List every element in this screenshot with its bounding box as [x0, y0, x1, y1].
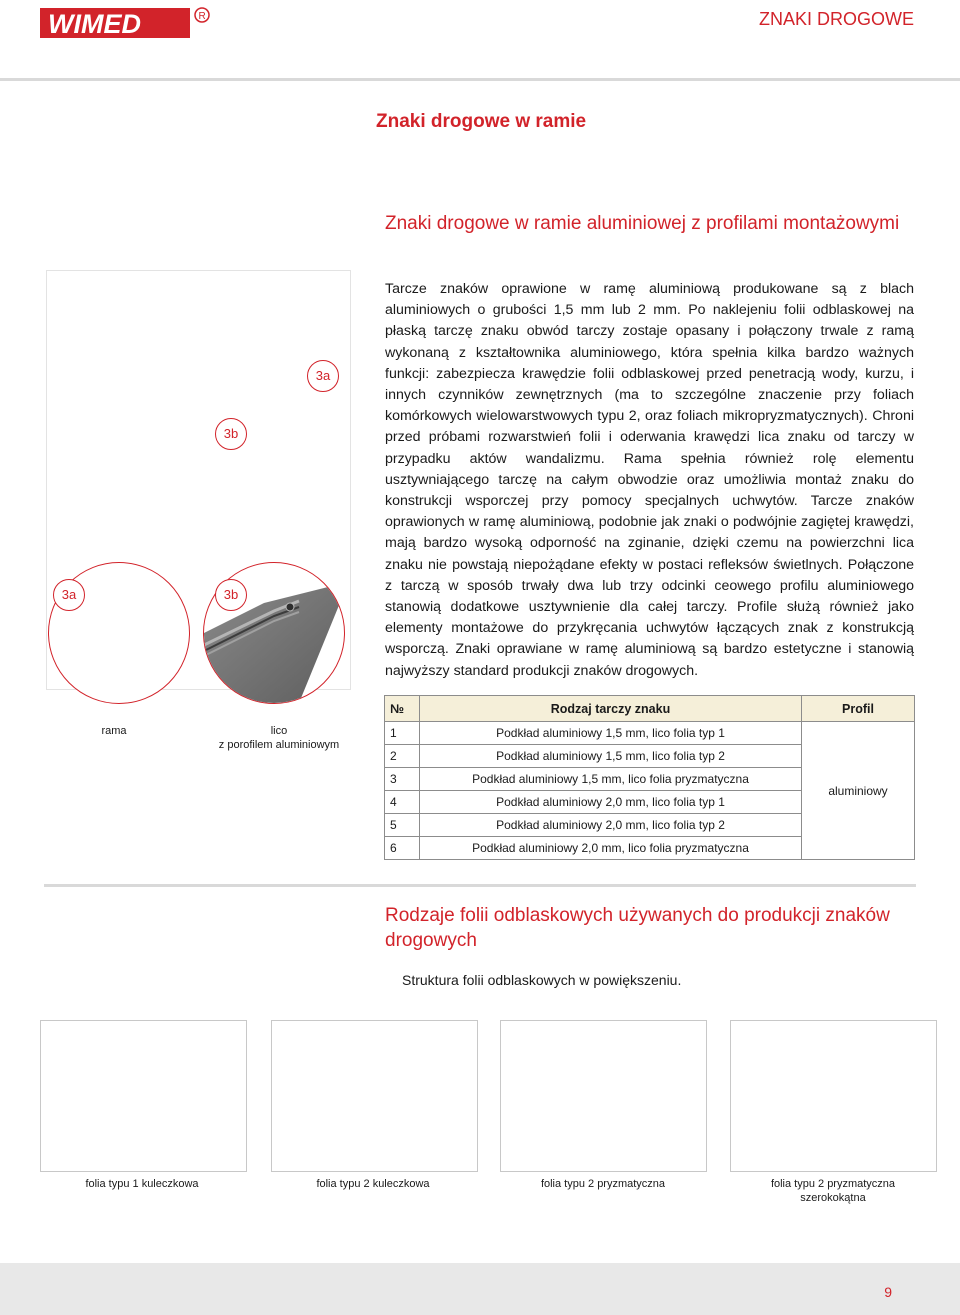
page-title: Znaki drogowe w ramie	[376, 111, 587, 132]
row-type: Podkład aluminiowy 1,5 mm, lico folia pryzmatyczna	[420, 768, 802, 791]
subsection-title: Znaki drogowe w ramie aluminiowej z profilami montażowymi	[385, 213, 900, 234]
page-number: 9	[884, 1284, 892, 1300]
row-number: 1	[385, 722, 420, 745]
foil-image-4	[730, 1020, 937, 1172]
row-type: Podkład aluminiowy 2,0 mm, lico folia typ 1	[420, 791, 802, 814]
foil-caption-line: szerokokątna	[800, 1192, 866, 1204]
foils-subtitle: Struktura folii odblaskowych w powiększeniu.	[402, 972, 682, 988]
foil-image-2	[271, 1020, 478, 1172]
foil-caption-line: folia typu 2 pryzmatyczna	[770, 1178, 896, 1190]
page-footer	[0, 1263, 960, 1315]
header-divider	[0, 78, 960, 81]
foil-caption-4	[723, 1177, 943, 1205]
marker-3a-top: 3a	[307, 360, 339, 392]
header-type: Rodzaj tarczy znaku	[420, 696, 802, 722]
foil-caption-line: folia typu 1 kuleczkowa	[85, 1178, 199, 1190]
marker-3b-top: 3b	[215, 418, 247, 450]
row-number: 6	[385, 837, 420, 860]
marker-3a-bottom: 3a	[53, 579, 85, 611]
sign-types-table	[384, 695, 915, 860]
foil-image-3	[500, 1020, 707, 1172]
foil-caption-1	[32, 1177, 252, 1191]
header-profile: Profil	[802, 696, 915, 722]
caption-frame: rama	[101, 725, 127, 737]
row-number: 4	[385, 791, 420, 814]
row-type: Podkład aluminiowy 2,0 mm, lico folia typ 2	[420, 814, 802, 837]
row-number: 5	[385, 814, 420, 837]
section-header: ZNAKI DROGOWE	[758, 9, 914, 29]
row-profile: aluminiowy	[802, 722, 915, 860]
foil-caption-2	[263, 1177, 483, 1191]
foils-section-title: Rodzaje folii odblaskowych używanych do produkcji znaków drogowych	[385, 905, 890, 951]
table-header-row	[385, 696, 915, 722]
row-number: 2	[385, 745, 420, 768]
foil-caption-line: folia typu 2 kuleczkowa	[316, 1178, 430, 1190]
svg-text:WIMED: WIMED	[48, 9, 141, 39]
section-divider	[44, 884, 916, 887]
row-type: Podkład aluminiowy 2,0 mm, lico folia pryzmatyczna	[420, 837, 802, 860]
header-number: №	[385, 696, 420, 722]
row-type: Podkład aluminiowy 1,5 mm, lico folia typ 1	[420, 722, 802, 745]
caption-face	[205, 724, 353, 752]
foil-image-1	[40, 1020, 247, 1172]
table-row	[385, 722, 915, 745]
row-number: 3	[385, 768, 420, 791]
wimed-logo	[40, 6, 215, 40]
foil-caption-3	[493, 1177, 713, 1191]
caption-face-line2: z porofilem aluminiowym	[218, 739, 340, 751]
marker-3b-bottom: 3b	[215, 579, 247, 611]
svg-text:R: R	[198, 11, 206, 22]
body-paragraph: Tarcze znaków oprawione w ramę aluminiową produkowane są z blach aluminiowych o grubości 1,5 mm lub 2 mm. Po naklejeniu folii odblaskowej na płaską tarczę znaku obwód tarczy zostaje opasany i połączony trwale z ramą wykonaną z kształtownika aluminiowego, która spełnia kilka bardzo ważnych funkcji: zabezpiecza krawędzie folii odblaskowej przed penetracją wody, kurzu, i innych czynników zewnętrznych (ma to szczególne znaczenie przy foliach komórkowych wielowarstwowych typu 2, oraz foliach mikropryzmatycznych). Chroni przed próbami rozwarstwień folii i oderwania krawędzi lica znaku od tarczy w przypadku aktów wandalizmu. Rama spełnia również rolę elementu usztywniającego tarczę na całym obwodzie oraz umożliwia montaż znaku do konstrukcji wsporczej przy pomocy specjalnych uchwytów. Tarcze znaków oprawionych w ramę aluminiową, podobnie jak znaki o podwójnie zagiętej krawędzi, mają bardzo wysoką odporność na zginanie, dzięki czemu na powierzchni lica znaku nie powstają niepożądane efekty w postaci refleksów świetlnych. Połączone z tarczą w sposób trwały dwa lub trzy odcinki ceowego profilu aluminiowego stanowią dodatkowe usztywnienie dla całej tarczy. Profile służą również jako elementy montażowe do przykręcania uchwytów łączących znak z konstrukcją wsporczą. Znaki oprawiane w ramę aluminiową są bardzo estetyczne i stanowią najwyższy standard produkcji znaków drogowych.	[385, 281, 914, 679]
caption-face-line1: lico	[270, 725, 288, 737]
foil-caption-line: folia typu 2 pryzmatyczna	[540, 1178, 666, 1190]
row-type: Podkład aluminiowy 1,5 mm, lico folia typ 2	[420, 745, 802, 768]
